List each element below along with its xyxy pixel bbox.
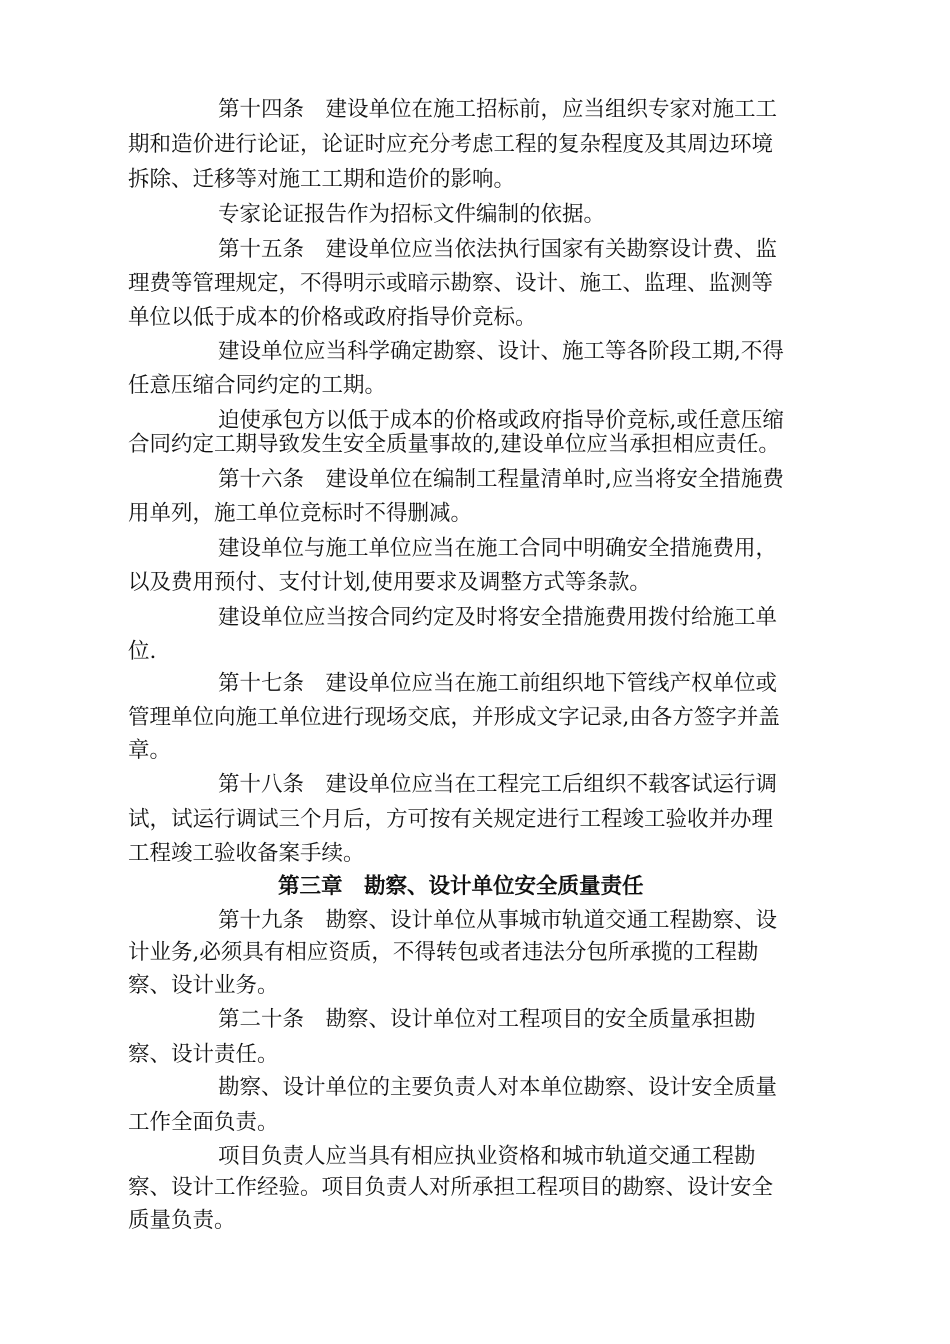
- text-line: 工程竣工验收备案手续。: [128, 841, 365, 866]
- text-line: 以及费用预付、支付计划,使用要求及调整方式等条款。: [128, 570, 651, 595]
- text-line: 察、设计责任。: [128, 1042, 279, 1067]
- text-line: 建设单位应当科学确定勘察、设计、施工等各阶段工期,不得: [218, 339, 784, 364]
- text-line: 章。: [128, 738, 172, 763]
- text-line: 质量负责。: [128, 1208, 236, 1233]
- text-line: 合同约定工期导致发生安全质量事故的,建设单位应当承担相应责任。: [128, 432, 780, 457]
- text-line: 第十七条 建设单位应当在施工前组织地下管线产权单位或: [218, 671, 778, 696]
- text-line: 第十八条 建设单位应当在工程完工后组织不载客试运行调: [218, 772, 778, 797]
- text-line: 单位以低于成本的价格或政府指导价竞标。: [128, 305, 537, 330]
- text-line: 第十五条 建设单位应当依法执行国家有关勘察设计费、监: [218, 237, 778, 262]
- text-line: 第十六条 建设单位在编制工程量清单时,应当将安全措施费: [218, 467, 784, 492]
- text-line: 建设单位与施工单位应当在施工合同中明确安全措施费用，: [218, 536, 778, 561]
- text-line: 专家论证报告作为招标文件编制的依据。: [218, 202, 606, 227]
- text-line: 第十九条 勘察、设计单位从事城市轨道交通工程勘察、设: [218, 908, 778, 933]
- text-line: 计业务,必须具有相应资质，不得转包或者违法分包所承揽的工程勘: [128, 940, 759, 965]
- text-line: 管理单位向施工单位进行现场交底，并形成文字记录,由各方签字并盖: [128, 705, 780, 730]
- text-line: 建设单位应当按合同约定及时将安全措施费用拨付给施工单: [218, 605, 778, 630]
- text-line: 拆除、迁移等对施工工期和造价的影响。: [128, 167, 516, 192]
- text-line: 理费等管理规定，不得明示或暗示勘察、设计、施工、监理、监测等: [128, 271, 774, 296]
- text-line: 工作全面负责。: [128, 1110, 279, 1135]
- text-line: 位.: [128, 639, 157, 664]
- text-line: 任意压缩合同约定的工期。: [128, 373, 387, 398]
- chapter-heading: 第三章 勘察、设计单位安全质量责任: [278, 874, 644, 899]
- text-line: 试，试运行调试三个月后，方可按有关规定进行工程竣工验收并办理: [128, 807, 774, 832]
- text-line: 察、设计工作经验。项目负责人对所承担工程项目的勘察、设计安全: [128, 1175, 774, 1200]
- text-line: 期和造价进行论证，论证时应充分考虑工程的复杂程度及其周边环境: [128, 132, 774, 157]
- text-line: 项目负责人应当具有相应执业资格和城市轨道交通工程勘: [218, 1144, 756, 1169]
- text-line: 勘察、设计单位的主要负责人对本单位勘察、设计安全质量: [218, 1075, 778, 1100]
- text-line: 第十四条 建设单位在施工招标前，应当组织专家对施工工: [218, 97, 778, 122]
- text-line: 察、设计业务。: [128, 973, 279, 998]
- text-line: 第二十条 勘察、设计单位对工程项目的安全质量承担勘: [218, 1007, 756, 1032]
- text-line: 用单列，施工单位竞标时不得删减。: [128, 501, 473, 526]
- text-line: 迫使承包方以低于成本的价格或政府指导价竞标,或任意压缩: [218, 408, 784, 433]
